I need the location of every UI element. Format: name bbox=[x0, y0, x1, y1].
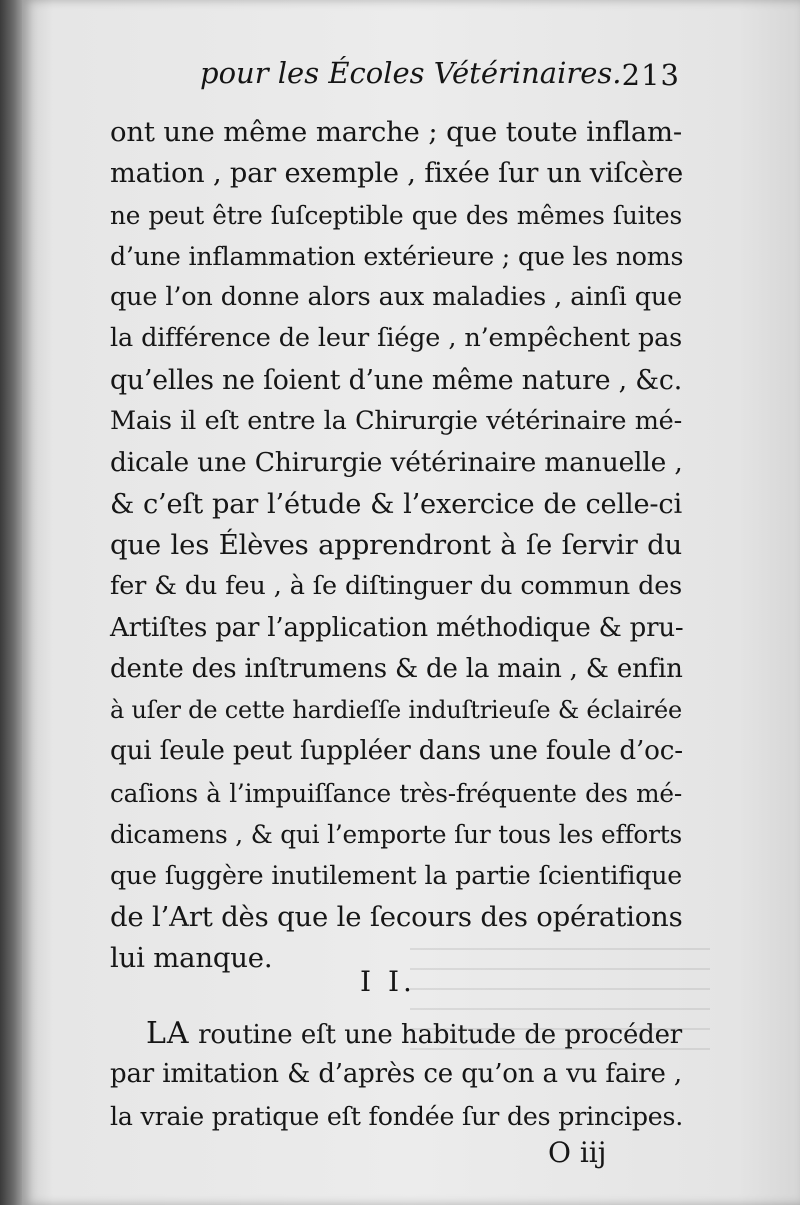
text-line: dente des inſtrumens & de la main , & enfin bbox=[110, 653, 683, 684]
text-line: dicale une Chirurgie vétérinaire manuelle , bbox=[110, 447, 683, 479]
text-line: qui ſeule peut ſuppléer dans une foule d’oc- bbox=[110, 736, 683, 767]
signature-mark: O iij bbox=[548, 1136, 607, 1169]
text-line-rest: routine eſt une habitude de procéder bbox=[189, 1020, 682, 1050]
text-line: & c’eſt par l’étude & l’exercice de celle-ci bbox=[110, 488, 682, 520]
text-line: la vraie pratique eſt fondée ſur des principes. bbox=[110, 1101, 684, 1131]
text-line: Artiſtes par l’application méthodique & pru- bbox=[110, 612, 684, 643]
text-line: d’une inflammation extérieure ; que les noms bbox=[110, 241, 684, 271]
paragraph-2 bbox=[110, 1013, 682, 1137]
text-line: par imitation & d’après ce qu’on a vu faire , bbox=[110, 1059, 682, 1090]
page-header bbox=[200, 56, 680, 106]
text-line: fer & du feu , à ſe diſtinguer du commun des bbox=[110, 571, 682, 602]
text-line: de l’Art dès que le ſecours des opérations bbox=[110, 900, 683, 933]
text-line: que ſuggère inutilement la partie ſcientifique bbox=[110, 861, 682, 891]
text-line: lui manque. bbox=[110, 941, 273, 974]
section-number: I I. bbox=[360, 965, 416, 998]
text-line bbox=[110, 1013, 682, 1054]
text-line: mation , par exemple , fixée ſur un viſcère bbox=[110, 158, 684, 190]
text-line: la différence de leur ſiége , n’empêchent pas bbox=[110, 323, 682, 354]
dropcap: LA bbox=[146, 1016, 190, 1051]
text-line: que l’on donne alors aux maladies , ainſi que bbox=[110, 282, 682, 313]
text-line: Mais il eſt entre la Chirurgie vétérinaire mé- bbox=[110, 406, 682, 437]
text-line: que les Élèves apprendront à ſe ſervir du bbox=[110, 528, 682, 561]
running-title: pour les Écoles Vétérinaires. bbox=[200, 56, 622, 90]
text-line: à uſer de cette hardieſſe induſtrieuſe & éclairée bbox=[110, 696, 683, 725]
text-line: ne peut être ſuſceptible que des mêmes ſuites bbox=[110, 200, 682, 230]
text-line: caſions à l’impuiſſance très-fréquente des mé- bbox=[110, 778, 682, 808]
page-number: 213 bbox=[621, 58, 680, 92]
book-spine-shadow bbox=[0, 0, 22, 1205]
text-line: qu’elles ne ſoient d’une même nature , &c. bbox=[110, 364, 682, 396]
text-line: ont une même marche ; que toute inflam- bbox=[110, 116, 682, 148]
text-line: dicamens , & qui l’emporte ſur tous les efforts bbox=[110, 820, 682, 850]
paragraph-1 bbox=[110, 112, 682, 979]
